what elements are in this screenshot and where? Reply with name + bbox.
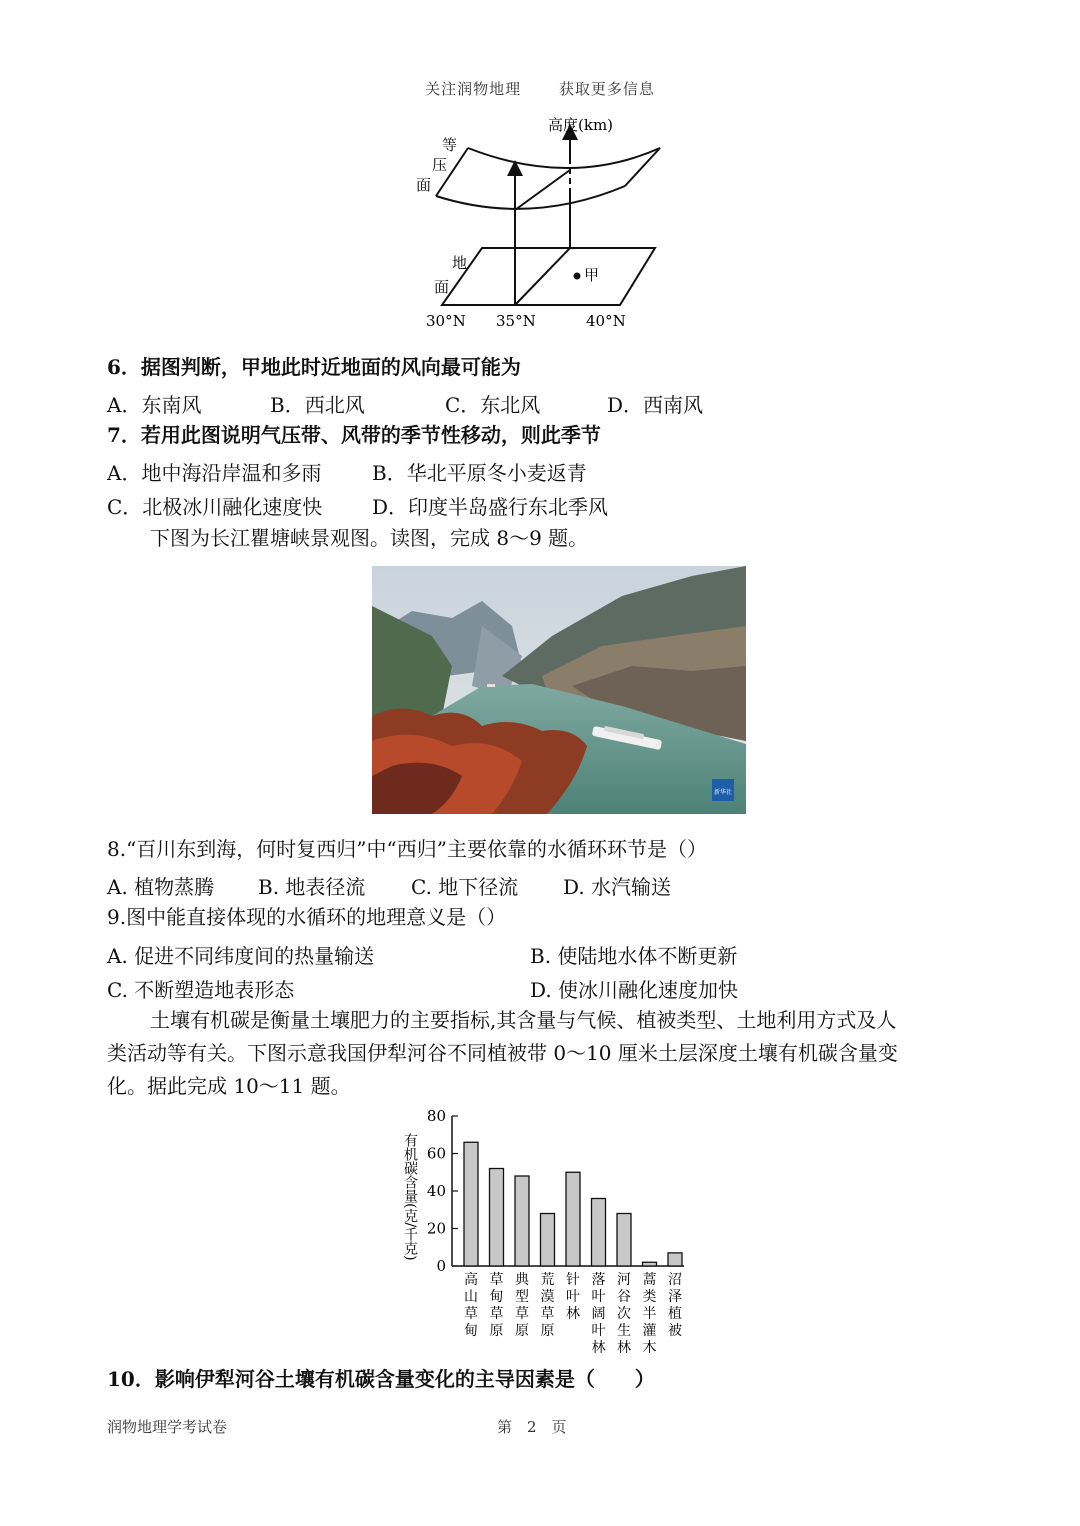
x-tick-label-8: 蒿类半灌木	[642, 1272, 657, 1353]
q8-option-c: C. 地下径流	[411, 875, 519, 899]
x-tick-label-7: 河谷次生林	[617, 1272, 631, 1353]
bar-7	[617, 1214, 631, 1267]
x-tick-labels	[464, 1271, 682, 1353]
x-tick-label-2: 草甸草原	[489, 1272, 504, 1339]
intro-10-11-line1: 土壤有机碳是衡量土壤肥力的主要指标,其含量与气候、植被类型、土地利用方式及人	[150, 1008, 897, 1032]
q9-option-d: D. 使冰川融化速度加快	[530, 978, 739, 1002]
y-tick-label: 0	[436, 1257, 446, 1275]
q7-stem: 7．若用此图说明气压带、风带的季节性移动，则此季节	[107, 423, 601, 447]
x-tick-label-4: 荒漠草原	[540, 1272, 555, 1339]
q7-option-d: D．印度半岛盛行东北季风	[372, 495, 609, 519]
q8-option-d: D. 水汽输送	[563, 875, 672, 899]
lat-label-40n: 40°N	[586, 312, 626, 330]
bar-8	[643, 1262, 657, 1266]
bar-6	[592, 1199, 606, 1267]
x-tick-label-3: 典型草原	[515, 1272, 529, 1339]
x-tick-label-6: 落叶阔叶林	[591, 1272, 606, 1353]
qutang-gorge-photo	[372, 566, 746, 814]
q6-option-c: C．东北风	[445, 393, 541, 417]
bar-1	[464, 1142, 478, 1266]
lat-label-35n: 35°N	[496, 312, 536, 330]
point-jia-marker	[574, 273, 581, 280]
q6-option-a: A．东南风	[107, 393, 202, 417]
bars	[464, 1142, 682, 1266]
bar-5	[566, 1172, 580, 1266]
bar-2	[490, 1169, 504, 1267]
isobar-bottom-curve	[436, 186, 625, 209]
q8-option-a: A. 植物蒸腾	[107, 875, 215, 899]
header-left-text: 关注润物地理	[425, 80, 522, 98]
q9-option-c: C. 不断塑造地表形态	[107, 978, 295, 1002]
bar-9	[668, 1253, 682, 1266]
point-jia-label: 甲	[584, 266, 600, 284]
footer-left: 润物地理学考试卷	[107, 1418, 228, 1436]
news-agency-badge-text: 新华社	[713, 789, 733, 796]
intro-10-11-line3: 化。据此完成 10～11 题。	[107, 1074, 351, 1098]
lat-label-30n: 30°N	[426, 312, 466, 330]
header-right-text: 获取更多信息	[558, 80, 655, 98]
q9-option-a: A. 促进不同纬度间的热量输送	[107, 944, 375, 968]
q9-stem: 9.图中能直接体现的水循环的地理意义是（）	[107, 905, 507, 929]
ground-label-2: 面	[434, 278, 450, 296]
bar-4	[541, 1214, 555, 1267]
q9-option-b: B. 使陆地水体不断更新	[530, 944, 738, 968]
y-tick-label: 40	[426, 1182, 446, 1200]
y-ticks	[427, 1107, 458, 1275]
bar-3	[515, 1176, 529, 1266]
isobar-label-3: 面	[416, 176, 432, 194]
isobar-top-curve	[468, 148, 660, 168]
x-tick-label-5: 针叶林	[566, 1272, 580, 1322]
isobar-label-2: 压	[432, 156, 448, 174]
q6-option-d: D．西南风	[607, 393, 704, 417]
isobar-diagram	[400, 108, 680, 333]
q7-option-a: A．地中海沿岸温和多雨	[107, 461, 322, 485]
y-tick-label: 80	[426, 1107, 446, 1125]
x-tick-label-9: 沼泽植被	[668, 1272, 682, 1339]
header-note	[0, 78, 1080, 99]
intro-8-9: 下图为长江瞿塘峡景观图。读图，完成 8～9 题。	[150, 526, 589, 550]
ground-label-1: 地	[452, 254, 468, 272]
q8-option-b: B. 地表径流	[258, 875, 366, 899]
ground-plane	[442, 248, 655, 305]
soil-carbon-chart	[390, 1103, 700, 1353]
footer-page: 第 2 页	[497, 1418, 567, 1436]
y-axis-label: 有机碳含量(克/千克)	[402, 1133, 418, 1261]
q6-stem: 6．据图判断，甲地此时近地面的风向最可能为	[107, 355, 521, 379]
isobar-label-1: 等	[442, 136, 458, 154]
q7-option-b: B．华北平原冬小麦返青	[372, 461, 587, 485]
q8-stem: 8.“百川东到海，何时复西归”中“西归”主要依靠的水循环环节是（）	[107, 837, 707, 861]
intro-10-11-line2: 类活动等有关。下图示意我国伊犁河谷不同植被带 0～10 厘米土层深度土壤有机碳含量变	[107, 1041, 898, 1065]
y-tick-label: 20	[426, 1219, 446, 1238]
x-tick-label-1: 高山草甸	[464, 1272, 478, 1339]
q10-stem: 10．影响伊犁河谷土壤有机碳含量变化的主导因素是（ ）	[107, 1367, 655, 1391]
q7-option-c: C．北极冰川融化速度快	[107, 495, 323, 519]
y-tick-label: 60	[426, 1144, 446, 1163]
height-axis-label: 高度(km)	[548, 116, 614, 134]
q6-option-b: B．西北风	[270, 393, 365, 417]
